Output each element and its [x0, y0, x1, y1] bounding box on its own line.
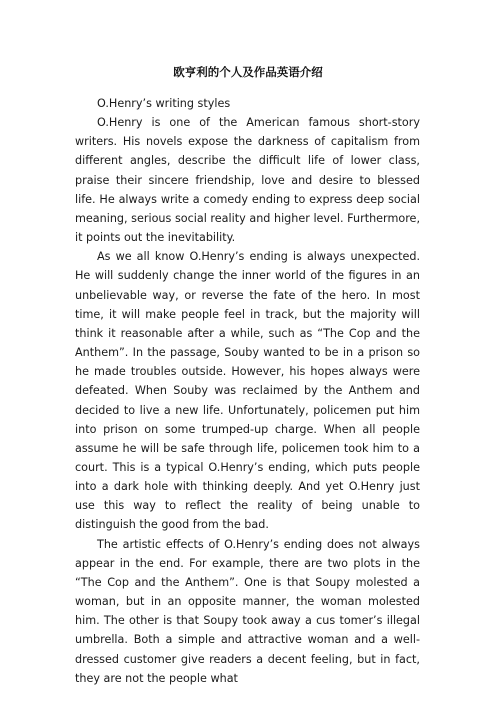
document-body: [75, 94, 420, 688]
document-title: 欧亨利的个人及作品英语介绍: [173, 65, 323, 79]
paragraph-2: As we all know O.Henry’s ending is always unexpected. He will suddenly change the inner world of the figures in an unbelievable way, or reverse the fate of the hero. In most time, it will make people feel in track, but the majority will think it reasonable after a while, such as “The Cop and the Anthem”. In the passage, Souby wanted to be in a prison so he made troubles outside. However, his hopes always were defeated. When Souby was reclaimed by the Anthem and decided to live a new life. Unfortunately, policemen put him into prison on some trumped-up charge. When all people assume he will be safe through life, policemen took him to a court. This is a typical O.Henry’s ending, which puts people into a dark hole with thinking deeply. And yet O.Henry just use this way to reflect the reality of being unable to distinguish the good from the bad.: [75, 250, 420, 532]
section-heading: O.Henry’s writing styles: [97, 97, 231, 110]
paragraph-3: The artistic effects of O.Henry’s ending does not always appear in the end. For example, there are two plots in the “The Cop and the Anthem”. One is that Soupy molested a woman, but in an opposite manner, the woman molested him. The other is that Soupy took away a cus tomer’s illegal umbrella. Both a simple and attractive woman and a well-dressed customer give readers a decent feeling, but in fact, they are not the people what: [75, 537, 420, 685]
paragraph-1: O.Henry is one of the American famous short-story writers. His novels expose the darkness of capitalism from different angles, describe the difficult life of lower class, praise their sincere friendship, love and desire to blessed life. He always write a comedy ending to express deep social meaning, serious social reality and higher level. Furthermore, it points out the inevitability.: [75, 116, 420, 245]
